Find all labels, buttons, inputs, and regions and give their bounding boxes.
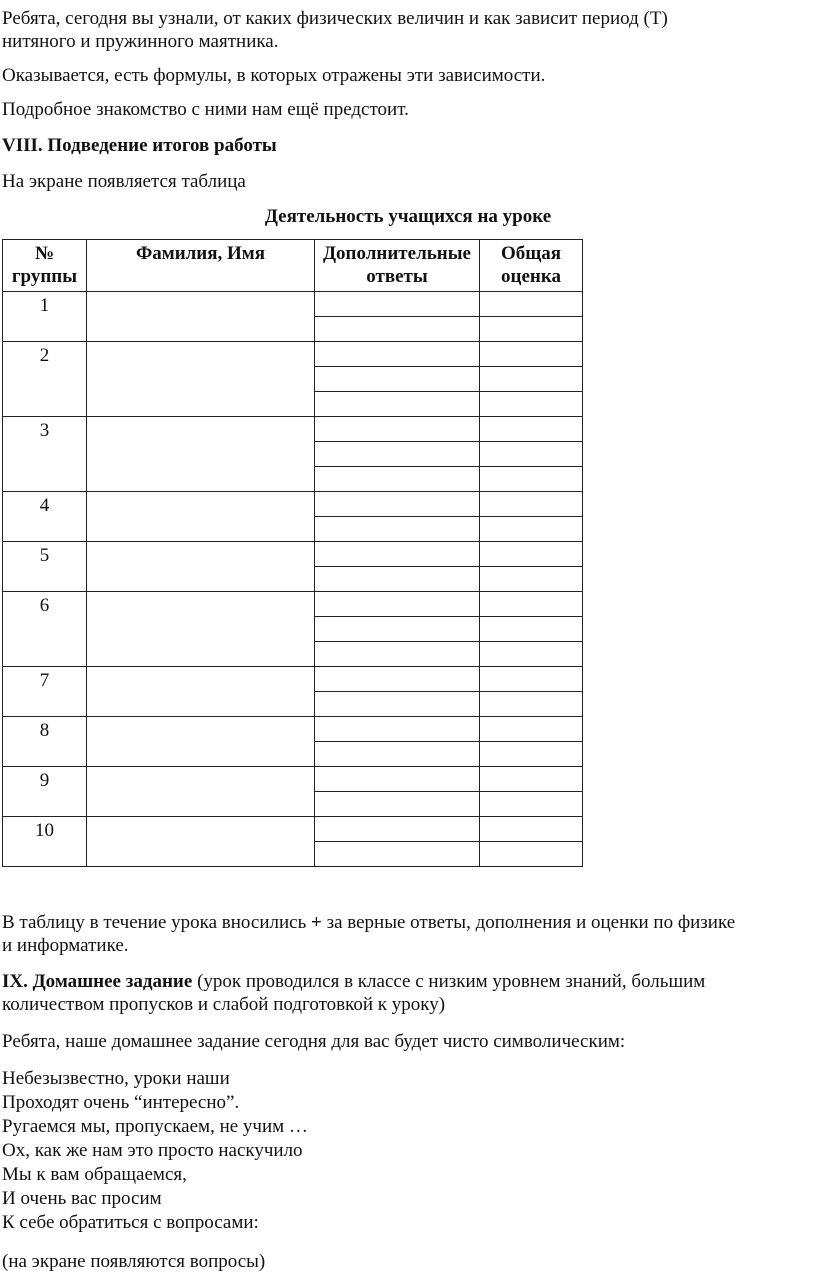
section-9-line-2: количеством пропусков и слабой подготовкой к уроку): [2, 994, 446, 1015]
total-grade-cell: [480, 342, 583, 367]
header-group-number: № группы: [3, 240, 87, 292]
extra-answers-cell: [315, 417, 480, 442]
total-grade-cell: [480, 642, 583, 667]
extra-answers-cell: [315, 492, 480, 517]
total-grade-cell: [480, 792, 583, 817]
group-number-cell: 7: [3, 667, 87, 717]
table-row: [3, 492, 583, 517]
table-row: [3, 717, 583, 742]
group-number-cell: 10: [3, 817, 87, 867]
extra-answers-cell: [315, 767, 480, 792]
header-total-grade: Общая оценка: [480, 240, 583, 292]
section-8-heading: VIII. Подведение итогов работы: [2, 135, 277, 156]
poem: [2, 1067, 308, 1235]
intro-line-1: Ребята, сегодня вы узнали, от каких физических величин и как зависит период (Т): [2, 8, 668, 29]
extra-answers-cell: [315, 567, 480, 592]
section-8-text: На экране появляется таблица: [2, 171, 246, 192]
intro-line-2: нитяного и пружинного маятника.: [2, 31, 279, 52]
total-grade-cell: [480, 742, 583, 767]
group-number-cell: 6: [3, 592, 87, 667]
total-grade-cell: [480, 417, 583, 442]
table-title: Деятельность учащихся на уроке: [264, 206, 552, 227]
total-grade-cell: [480, 542, 583, 567]
activity-table: [2, 239, 583, 867]
extra-answers-cell: [315, 592, 480, 617]
extra-answers-cell: [315, 642, 480, 667]
total-grade-cell: [480, 467, 583, 492]
table-row: [3, 667, 583, 692]
name-cell: [87, 767, 315, 817]
total-grade-cell: [480, 317, 583, 342]
section-9-heading: IX. Домашнее задание: [2, 971, 193, 992]
total-grade-cell: [480, 667, 583, 692]
total-grade-cell: [480, 292, 583, 317]
total-grade-cell: [480, 442, 583, 467]
section-9-text-2: Ребята, наше домашнее задание сегодня для вас будет чисто символическим:: [2, 1031, 626, 1052]
extra-answers-cell: [315, 292, 480, 317]
total-grade-cell: [480, 842, 583, 867]
group-number-cell: 8: [3, 717, 87, 767]
extra-answers-cell: [315, 467, 480, 492]
name-cell: [87, 492, 315, 542]
header-extra-answers: Дополнительные ответы: [315, 240, 480, 292]
extra-answers-cell: [315, 342, 480, 367]
poem-line: Ох, как же нам это просто наскучило: [2, 1140, 303, 1161]
group-number-cell: 1: [3, 292, 87, 342]
total-grade-cell: [480, 692, 583, 717]
total-grade-cell: [480, 592, 583, 617]
extra-answers-cell: [315, 792, 480, 817]
group-number-cell: 2: [3, 342, 87, 417]
table-row: [3, 767, 583, 792]
total-grade-cell: [480, 367, 583, 392]
extra-answers-cell: [315, 717, 480, 742]
extra-answers-cell: [315, 617, 480, 642]
extra-answers-cell: [315, 742, 480, 767]
extra-answers-cell: [315, 542, 480, 567]
group-number-cell: 5: [3, 542, 87, 592]
name-cell: [87, 817, 315, 867]
group-number-cell: 9: [3, 767, 87, 817]
extra-answers-cell: [315, 842, 480, 867]
name-cell: [87, 717, 315, 767]
total-grade-cell: [480, 392, 583, 417]
name-cell: [87, 342, 315, 417]
name-cell: [87, 592, 315, 667]
table-row: [3, 292, 583, 317]
total-grade-cell: [480, 767, 583, 792]
table-row: [3, 342, 583, 367]
intro-line-4: Подробное знакомство с ними нам ещё предстоит.: [2, 99, 409, 120]
total-grade-cell: [480, 567, 583, 592]
extra-answers-cell: [315, 367, 480, 392]
name-cell: [87, 292, 315, 342]
header-name: Фамилия, Имя: [87, 240, 315, 292]
group-number-cell: 4: [3, 492, 87, 542]
extra-answers-cell: [315, 317, 480, 342]
extra-answers-cell: [315, 392, 480, 417]
extra-answers-cell: [315, 817, 480, 842]
name-cell: [87, 667, 315, 717]
table-row: [3, 542, 583, 567]
total-grade-cell: [480, 817, 583, 842]
extra-answers-cell: [315, 517, 480, 542]
table-row: [3, 817, 583, 842]
total-grade-cell: [480, 717, 583, 742]
footer-note: (на экране появляются вопросы): [2, 1251, 266, 1272]
total-grade-cell: [480, 617, 583, 642]
name-cell: [87, 542, 315, 592]
poem-line: Небезызвестно, уроки наши: [2, 1068, 230, 1089]
group-number-cell: 3: [3, 417, 87, 492]
plus-sign: +: [310, 912, 322, 933]
total-grade-cell: [480, 492, 583, 517]
after-table-line-1: В таблицу в течение урока вносились + за верные ответы, дополнения и оценки по физике: [2, 912, 736, 933]
table-row: [3, 592, 583, 617]
poem-line: Мы к вам обращаемся,: [2, 1164, 187, 1185]
intro-line-3: Оказывается, есть формулы, в которых отражены эти зависимости.: [2, 65, 546, 86]
extra-answers-cell: [315, 442, 480, 467]
table-header-row: [3, 240, 583, 292]
table-row: [3, 417, 583, 442]
poem-line: И очень вас просим: [2, 1188, 162, 1209]
extra-answers-cell: [315, 667, 480, 692]
total-grade-cell: [480, 517, 583, 542]
section-9-line-1: IX. Домашнее задание (урок проводился в классе с низким уровнем знаний, большим: [2, 971, 706, 992]
poem-line: Ругаемся мы, пропускаем, не учим …: [2, 1116, 308, 1137]
poem-line: К себе обратиться с вопросами:: [2, 1212, 259, 1233]
after-table-line-2: и информатике.: [2, 935, 129, 956]
name-cell: [87, 417, 315, 492]
extra-answers-cell: [315, 692, 480, 717]
poem-line: Проходят очень “интересно”.: [2, 1092, 240, 1113]
